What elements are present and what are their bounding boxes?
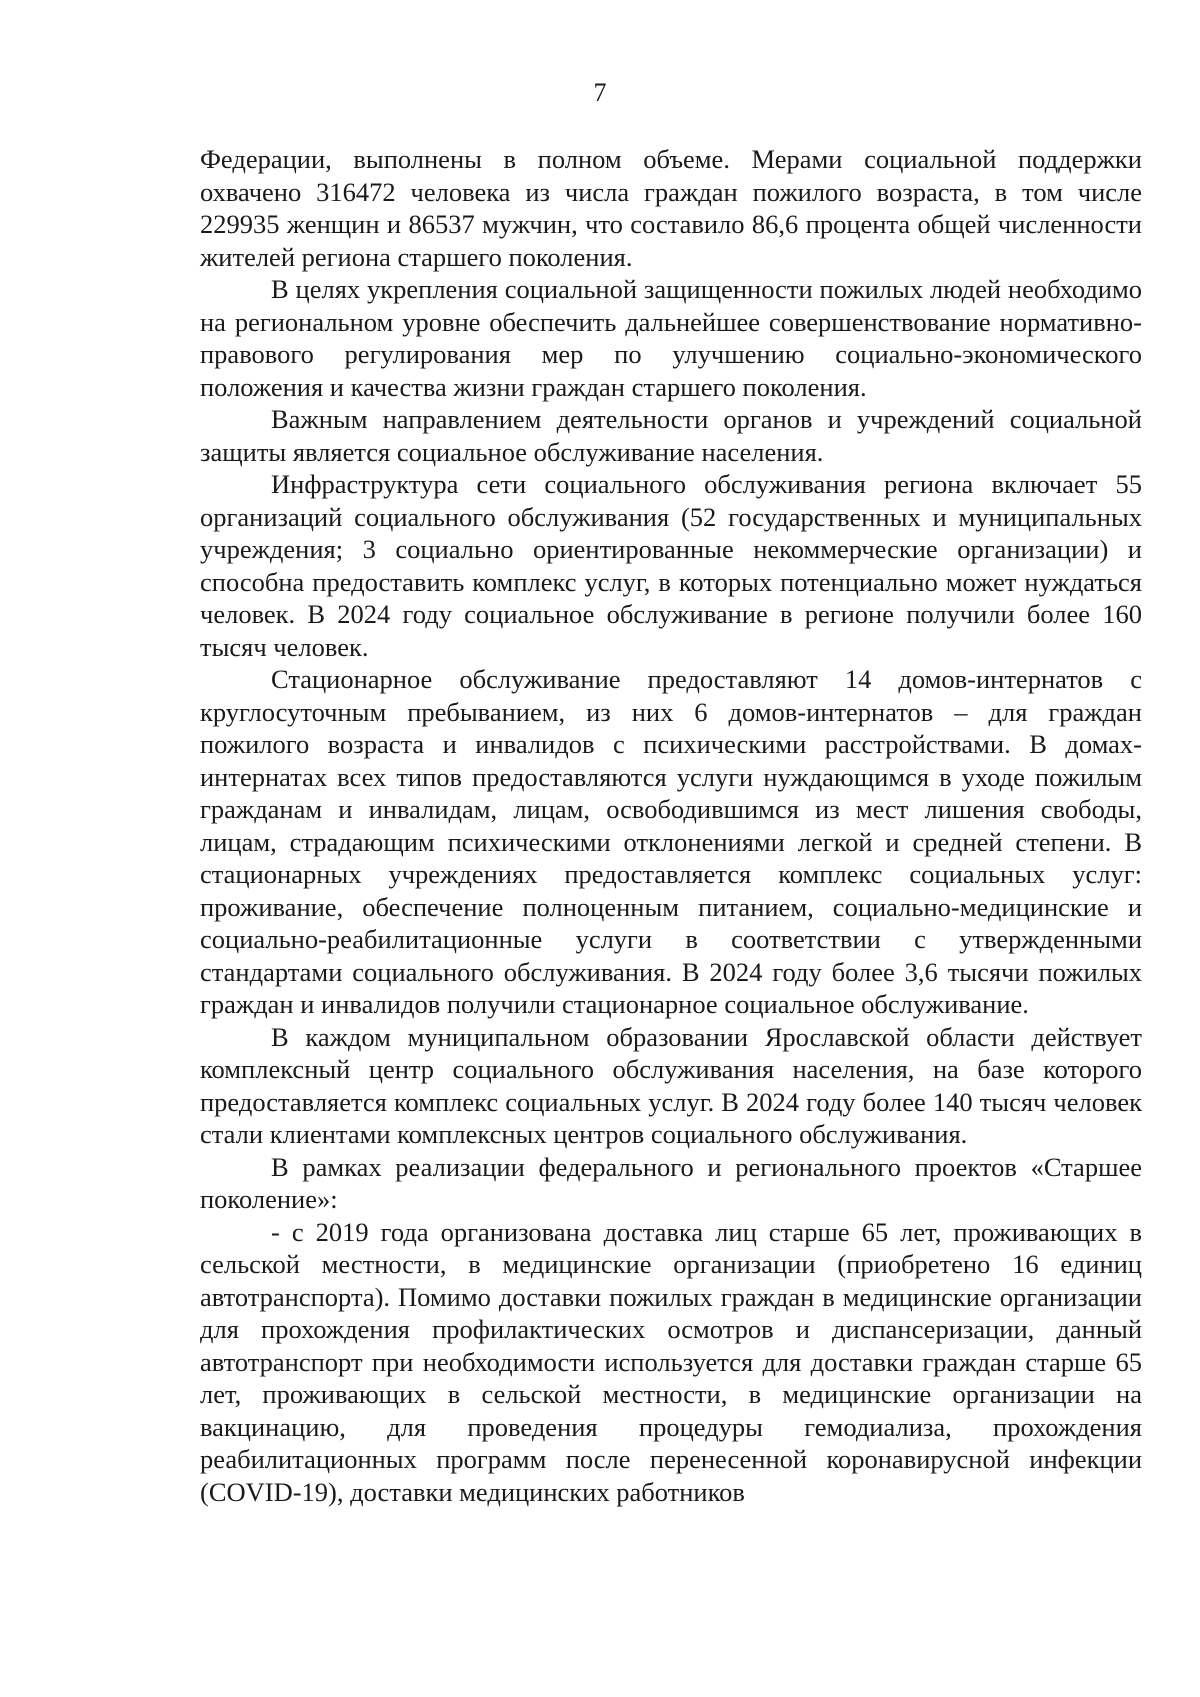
document-body <box>200 143 1142 1508</box>
paragraph-1: Федерации, выполнены в полном объеме. Мерами социальной поддержки охвачено 316472 человека из числа граждан пожилого возраста, в том числе 229935 женщин и 86537 мужчин, что составило 86,6 процента общей численности жителей региона старшего поколения. <box>200 144 1142 272</box>
paragraph-4: Инфраструктура сети социального обслуживания региона включает 55 организаций социального обслуживания (52 государственных и муниципальных учреждения; 3 социально ориентированные некоммерческие организации) и способна предоставить комплекс услуг, в которых потенциально может нуждаться человек. В 2024 году социальное обслуживание в регионе получили более 160 тысяч человек. <box>200 469 1142 662</box>
paragraph-7: В рамках реализации федерального и регионального проектов «Старшее поколение»: <box>200 1151 1142 1214</box>
paragraph-8: - с 2019 года организована доставка лиц старше 65 лет, проживающих в сельской местности, в медицинские организации (приобретено 16 единиц автотранспорта). Помимо доставки пожилых граждан в медицинские организации для прохождения профилактических осмотров и диспансеризации, данный автотранспорт при необходимости используется для доставки граждан старше 65 лет, проживающих в сельской местности, в медицинские организации на вакцинацию, для проведения процедуры гемодиализа, прохождения реабилитационных программ после перенесенной коронавирусной инфекции (COVID-19), доставки медицинских работников <box>200 1216 1142 1507</box>
paragraph-5: Стационарное обслуживание предоставляют 14 домов-интернатов с круглосуточным пребыванием, из них 6 домов-интернатов – для граждан пожилого возраста и инвалидов с психическими расстройствами. В домах-интернатах всех типов предоставляются услуги нуждающимся в уходе пожилым гражданам и инвалидам, лицам, освободившимся из мест лишения свободы, лицам, страдающим психическими отклонениями легкой и средней степени. В стационарных учреждениях предоставляется комплекс социальных услуг: проживание, обеспечение полноценным питанием, социально-медицинские и социально-реабилитационные услуги в соответствии с утвержденными стандартами социального обслуживания. В 2024 году более 3,6 тысячи пожилых граждан и инвалидов получили стационарное социальное обслуживание. <box>200 664 1142 1019</box>
paragraph-2: В целях укрепления социальной защищенности пожилых людей необходимо на региональном уровне обеспечить дальнейшее совершенствование нормативно-правового регулирования мер по улучшению социально-экономического положения и качества жизни граждан старшего поколения. <box>200 274 1142 402</box>
paragraph-3: Важным направлением деятельности органов и учреждений социальной защиты является социальное обслуживание населения. <box>200 404 1142 467</box>
page-number: 7 <box>593 78 607 107</box>
paragraph-6: В каждом муниципальном образовании Ярославской области действует комплексный центр социального обслуживания населения, на базе которого предоставляется комплекс социальных услуг. В 2024 году более 140 тысяч человек стали клиентами комплексных центров социального обслуживания. <box>200 1021 1142 1149</box>
